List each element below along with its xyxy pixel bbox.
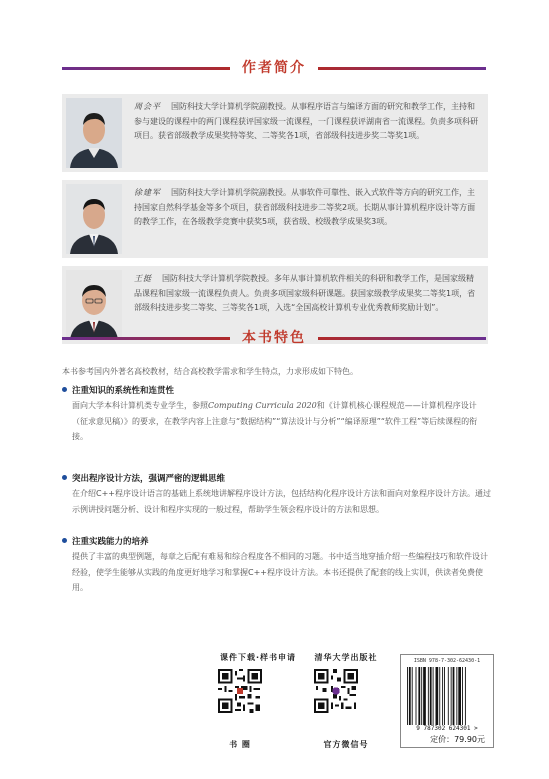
isbn-barcode-box — [400, 654, 494, 748]
qr-code-icon — [218, 669, 262, 713]
features-section-title: 本书特色 — [242, 330, 306, 346]
feature-heading-3 — [62, 535, 492, 549]
authors-section-header — [62, 58, 486, 78]
feature-2 — [62, 472, 492, 517]
feature-heading-text-3: 注重实践能力的培养 — [72, 537, 149, 547]
author-text-1 — [134, 100, 480, 144]
feature-body-text: 和《计算机核心课程规范——计算机程序设计（征求意见稿）》的要求，在教学内容上注意与“数据结构”“算法设计与分析”“编译原理”“软件工程”等后续课程的衔接。 — [72, 401, 478, 441]
features-intro: 本书参考国内外著名高校教材，结合高校教学需求和学生特点，力求形成如下特色。 — [62, 367, 358, 376]
price-text: 定价：79.90元 — [430, 735, 485, 744]
barcode-number: 9 787302 624301 > — [416, 725, 478, 732]
feature-body-text: 面向大学本科计算机类专业学生，参照 — [72, 401, 208, 410]
feature-heading-2 — [62, 472, 492, 486]
feature-body-3: 提供了丰富的典型例题，每章之后配有难易和综合程度各不相同的习题。书中适当地穿插介绍一些编程技巧和软件设计经验，使学生能够从实践的角度更好地学习和掌握C++程序设计方法。本书还提供了配套的线上实训，供读者免费使用。 — [72, 552, 488, 592]
bullet-icon — [62, 538, 67, 543]
feature-body-italic: Computing Curricula 2020 — [208, 401, 317, 410]
feature-3 — [62, 535, 492, 596]
isbn-text: ISBN 978-7-302-62430-1 — [413, 658, 481, 664]
bullet-icon — [62, 387, 67, 392]
author-photo-1 — [66, 98, 122, 168]
author-bio-3: 国防科技大学计算机学院教授。多年从事计算机软件相关的科研和教学工作，是国家级精品课程和国家级一流课程负责人。负责多项国家级科研课题。获国家级教学成果奖二等奖1项，省部级科技进步奖二等奖、三等奖各1项，入选“全国高校计算机专业优秀教师奖励计划”。 — [134, 274, 476, 312]
qr-title-right: 清华大学出版社 — [314, 653, 378, 662]
feature-heading-1 — [62, 384, 492, 398]
author-name-1: 周会平 — [134, 102, 161, 111]
qr-title-left: 课件下载·样书申请 — [219, 653, 297, 662]
qr-block-right — [286, 652, 406, 749]
author-card-2 — [62, 180, 488, 258]
author-card-1 — [62, 94, 488, 172]
header-rule-right — [318, 67, 486, 70]
features-section-header — [62, 328, 486, 348]
barcode-icon — [407, 667, 487, 725]
author-name-3: 王挺 — [134, 274, 152, 283]
author-text-2 — [134, 186, 480, 230]
bullet-icon — [62, 475, 67, 480]
header-rule-right — [318, 337, 486, 340]
author-bio-1: 国防科技大学计算机学院副教授。从事程序语言与编译方面的研究和教学工作，主持和参与建设的课程中的两门课程获评国家级一流课程，一门课程获评湖南省一流课程。负责多项科研项目。获省部级教学成果奖特等奖、二等奖各1项，省部级科技进步奖二等奖1项。 — [134, 102, 478, 140]
author-photo-2 — [66, 184, 122, 254]
feature-1 — [62, 384, 492, 445]
feature-body-2: 在介绍C++程序设计语言的基础上系统地讲解程序设计方法，包括结构化程序设计方法和面向对象程序设计方法。通过示例讲授问题分析、设计和程序实现的一般过程，帮助学生领会程序设计的方法和思想。 — [72, 489, 491, 514]
author-bio-2: 国防科技大学计算机学院副教授。从事软件可靠性、嵌入式软件等方向的研究工作，主持国家自然科学基金等多个项目，获省部级科技进步二等奖2项。长期从事计算机程序设计等方面的教学工作，在各级教学竞赛中获奖5项，获省级、校级教学成果奖3项。 — [134, 188, 476, 226]
authors-section-title: 作者简介 — [242, 60, 306, 76]
qr-label-left: 书 圈 — [229, 740, 251, 749]
feature-body-1 — [72, 398, 492, 445]
qr-code-icon — [314, 669, 358, 713]
feature-heading-text-2: 突出程序设计方法，强调严密的逻辑思维 — [72, 474, 226, 484]
qr-label-right: 官方微信号 — [323, 740, 369, 749]
author-name-2: 徐建军 — [134, 188, 161, 197]
author-text-3 — [134, 272, 480, 316]
feature-heading-text-1: 注重知识的系统性和连贯性 — [72, 386, 175, 396]
